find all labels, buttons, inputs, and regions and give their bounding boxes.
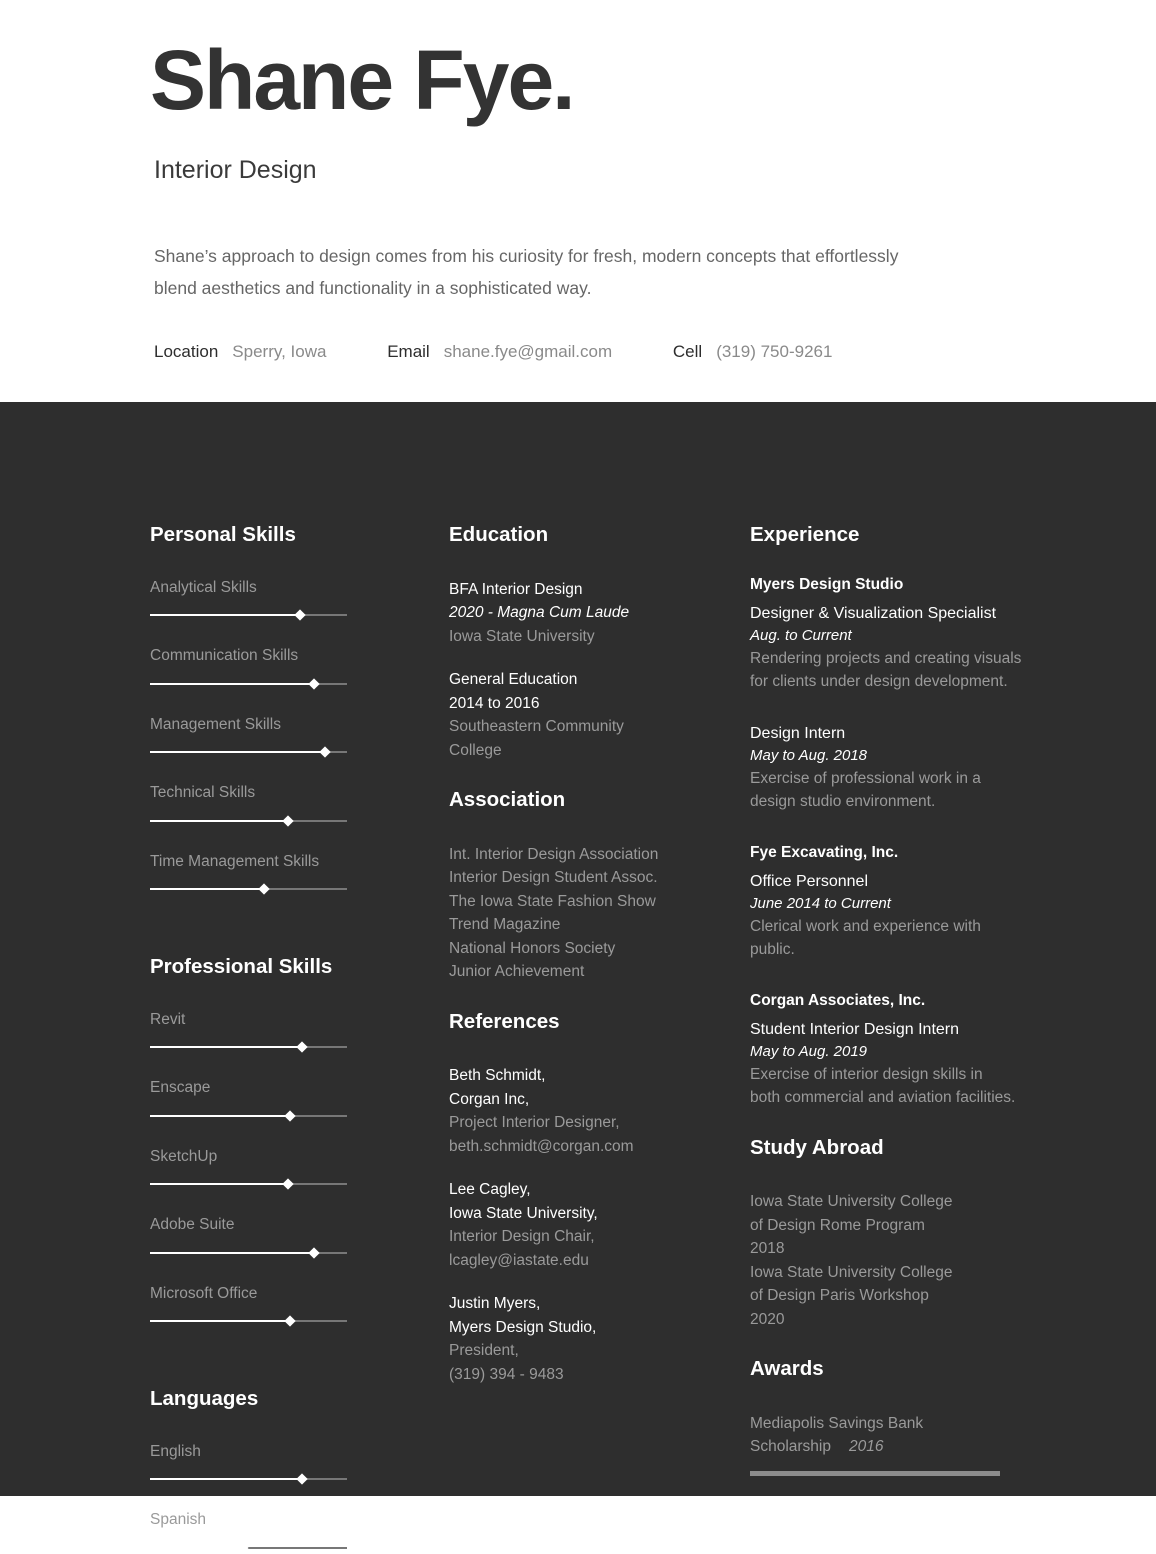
reference-entry <box>449 1292 679 1386</box>
award-line <box>750 1435 1025 1459</box>
skills-column <box>150 525 350 1554</box>
spacer <box>750 1331 1025 1359</box>
experience-description: Rendering projects and creating visuals <box>750 649 1022 667</box>
list-item: Trend Magazine <box>449 916 561 933</box>
slider-fill <box>150 614 300 616</box>
study-abroad-list <box>750 1190 1025 1331</box>
professional-skills-list <box>150 1012 350 1328</box>
study-abroad-line: of Design Paris Workshop <box>750 1287 929 1304</box>
slider-handle[interactable] <box>284 1315 295 1326</box>
education-entry <box>449 578 679 649</box>
experience-description: public. <box>750 941 795 958</box>
experience-role: Design Intern <box>750 724 846 742</box>
skill-slider[interactable] <box>150 1247 347 1259</box>
reference-role: Project Interior Designer, <box>449 1114 620 1131</box>
list-item: National Honors Society <box>449 939 616 957</box>
list-item: The Iowa State Fashion Show <box>449 892 656 910</box>
experience-description: Clerical work and experience with <box>750 917 981 935</box>
slider-fill <box>150 1183 288 1185</box>
slider-fill <box>150 1320 290 1322</box>
skill-slider[interactable] <box>150 1542 347 1554</box>
email-value[interactable]: shane.fye@gmail.com <box>443 342 613 361</box>
reference-name: Lee Cagley, <box>449 1181 531 1198</box>
association-list <box>449 843 679 984</box>
skill-slider[interactable] <box>150 1178 347 1190</box>
experience-entry <box>750 990 1025 1110</box>
slider-handle[interactable] <box>296 1473 307 1484</box>
reference-contact[interactable]: (319) 394 - 9483 <box>449 1365 564 1383</box>
slider-handle[interactable] <box>237 1542 248 1553</box>
experience-company: Fye Excavating, Inc. <box>750 843 899 861</box>
experience-date: June 2014 to Current <box>750 894 891 912</box>
experience-role: Designer & Visualization Specialist <box>750 604 997 622</box>
location-value: Sperry, Iowa <box>232 342 327 361</box>
skill-row <box>150 1012 350 1054</box>
section-awards-title: Awards <box>750 1357 824 1380</box>
dark-content-area <box>0 402 1156 1528</box>
skill-label: Adobe Suite <box>150 1216 235 1233</box>
contact-email[interactable] <box>387 342 612 362</box>
slider-handle[interactable] <box>284 1110 295 1121</box>
languages-list <box>150 1444 350 1554</box>
study-abroad-line: Iowa State University College <box>750 1193 953 1210</box>
reference-name: Justin Myers, <box>449 1295 541 1312</box>
section-experience-title: Experience <box>750 523 860 546</box>
skill-row <box>150 1149 350 1191</box>
experience-role: Office Personnel <box>750 872 868 890</box>
study-abroad-line: 2020 <box>750 1310 785 1328</box>
experience-description: Exercise of professional work in a <box>750 769 981 787</box>
contact-bar <box>154 342 954 362</box>
skill-row <box>150 717 350 759</box>
reference-contact[interactable]: beth.schmidt@corgan.com <box>449 1137 634 1155</box>
skill-label: SketchUp <box>150 1147 218 1165</box>
skill-label: Enscape <box>150 1079 211 1096</box>
study-abroad-line: 2018 <box>750 1240 785 1257</box>
experience-description: for clients under design development. <box>750 673 1008 690</box>
reference-role: President, <box>449 1342 519 1359</box>
slider-handle[interactable] <box>320 746 331 757</box>
experience-entry <box>750 722 1025 814</box>
skill-slider[interactable] <box>150 815 347 827</box>
experience-column <box>750 525 1025 1476</box>
skill-label: Spanish <box>150 1511 207 1528</box>
slider-fill <box>150 683 314 685</box>
skill-row <box>150 1444 350 1486</box>
section-languages-title: Languages <box>150 1387 259 1410</box>
education-school: College <box>449 741 502 759</box>
slider-handle[interactable] <box>259 883 270 894</box>
slider-fill <box>150 820 288 822</box>
skill-slider[interactable] <box>150 1110 347 1122</box>
skill-slider[interactable] <box>150 746 347 758</box>
location-label: Location <box>154 342 219 361</box>
reference-name: Beth Schmidt, <box>449 1067 546 1084</box>
spacer <box>150 895 350 957</box>
personal-skills-list <box>150 580 350 896</box>
slider-fill <box>150 1046 302 1048</box>
education-school: Southeastern Community <box>449 718 624 735</box>
experience-date: May to Aug. 2019 <box>750 1042 868 1060</box>
study-abroad-line: Iowa State University College <box>750 1263 953 1281</box>
skill-row <box>150 785 350 827</box>
reference-entry <box>449 1064 679 1158</box>
reference-role: Interior Design Chair, <box>449 1228 595 1245</box>
skill-label: Microsoft Office <box>150 1284 258 1302</box>
slider-handle[interactable] <box>294 609 305 620</box>
section-association-title: Association <box>449 788 566 811</box>
slider-fill <box>150 751 325 753</box>
slider-fill <box>150 888 264 890</box>
slider-handle[interactable] <box>282 815 293 826</box>
skill-label: Analytical Skills <box>150 578 257 596</box>
spacer <box>449 762 679 790</box>
summary-paragraph: Shane’s approach to design comes from his curiosity for fresh, modern concepts that effortlessly blend aesthetics and functionality in a sophisticated way. <box>154 246 899 298</box>
section-professional-skills-title: Professional Skills <box>150 955 333 978</box>
skill-label: Technical Skills <box>150 784 256 801</box>
section-references-title: References <box>449 1009 560 1033</box>
experience-company: Corgan Associates, Inc. <box>750 991 926 1009</box>
skill-row <box>150 1286 350 1328</box>
awards-list <box>750 1412 1025 1476</box>
education-date: 2014 to 2016 <box>449 694 540 712</box>
skill-label: English <box>150 1442 201 1460</box>
skill-row <box>150 580 350 622</box>
skill-row <box>150 854 350 896</box>
award-line: Mediapolis Savings Bank <box>750 1414 924 1432</box>
skill-label: Management Skills <box>150 715 281 733</box>
education-column <box>449 525 679 1386</box>
skill-row <box>150 1512 350 1554</box>
slider-fill <box>150 1547 243 1549</box>
skill-row <box>150 1217 350 1259</box>
cell-label: Cell <box>672 342 703 361</box>
cell-value[interactable]: (319) 750-9261 <box>716 342 833 361</box>
experience-description: Exercise of interior design skills in <box>750 1065 983 1083</box>
slider-handle[interactable] <box>308 678 319 689</box>
education-school: Iowa State University <box>449 627 595 645</box>
slider-handle[interactable] <box>282 1178 293 1189</box>
education-degree: BFA Interior Design <box>449 580 583 598</box>
study-abroad-line: of Design Rome Program <box>750 1216 925 1234</box>
experience-role: Student Interior Design Intern <box>750 1020 960 1038</box>
list-item: Junior Achievement <box>449 963 585 980</box>
skill-row <box>150 648 350 690</box>
slider-handle[interactable] <box>308 1247 319 1258</box>
skill-slider[interactable] <box>150 609 347 621</box>
section-personal-skills-title: Personal Skills <box>150 523 296 546</box>
education-date: 2020 - Magna Cum Laude <box>449 604 630 621</box>
slider-fill <box>150 1478 302 1480</box>
list-item: Interior Design Student Assoc. <box>449 869 658 886</box>
page-title: Shane Fye. <box>150 33 574 127</box>
skill-row <box>150 1080 350 1122</box>
email-label: Email <box>387 342 430 361</box>
reference-org: Corgan Inc, <box>449 1090 530 1108</box>
skill-slider[interactable] <box>150 678 347 690</box>
spacer <box>750 1110 1025 1138</box>
experience-date: Aug. to Current <box>750 626 852 644</box>
experience-entry <box>750 842 1025 962</box>
skill-slider[interactable] <box>150 1315 347 1327</box>
skill-label: Communication Skills <box>150 647 299 664</box>
experience-company: Myers Design Studio <box>750 575 904 593</box>
profession-subtitle: Interior Design <box>154 156 317 184</box>
experience-description: both commercial and aviation facilities. <box>750 1089 1016 1106</box>
slider-fill <box>150 1115 290 1117</box>
reference-entry <box>449 1178 679 1272</box>
list-item: Int. Interior Design Association <box>449 845 659 863</box>
education-entry <box>449 668 679 762</box>
education-degree: General Education <box>449 671 578 688</box>
contact-cell[interactable] <box>673 342 833 362</box>
skill-label: Time Management Skills <box>150 852 320 870</box>
reference-org: Iowa State University, <box>449 1204 598 1222</box>
spacer <box>150 1327 350 1389</box>
slider-handle[interactable] <box>296 1041 307 1052</box>
section-education-title: Education <box>449 523 549 546</box>
experience-entry <box>750 574 1025 694</box>
reference-contact[interactable]: lcagley@iastate.edu <box>449 1251 589 1269</box>
award-year: 2016 <box>849 1438 884 1455</box>
skill-slider[interactable] <box>150 1473 347 1485</box>
skill-slider[interactable] <box>150 883 347 895</box>
award-name: Scholarship <box>750 1438 831 1455</box>
spacer <box>449 984 679 1012</box>
slider-fill <box>150 1252 314 1254</box>
header-band <box>0 0 1156 402</box>
experience-date: May to Aug. 2018 <box>750 746 868 764</box>
experience-description: design studio environment. <box>750 793 936 810</box>
awards-divider-bar <box>750 1471 1000 1476</box>
skill-label: Revit <box>150 1010 186 1028</box>
section-study-abroad-title: Study Abroad <box>750 1135 884 1159</box>
contact-location <box>154 342 326 362</box>
skill-slider[interactable] <box>150 1041 347 1053</box>
reference-org: Myers Design Studio, <box>449 1318 597 1336</box>
